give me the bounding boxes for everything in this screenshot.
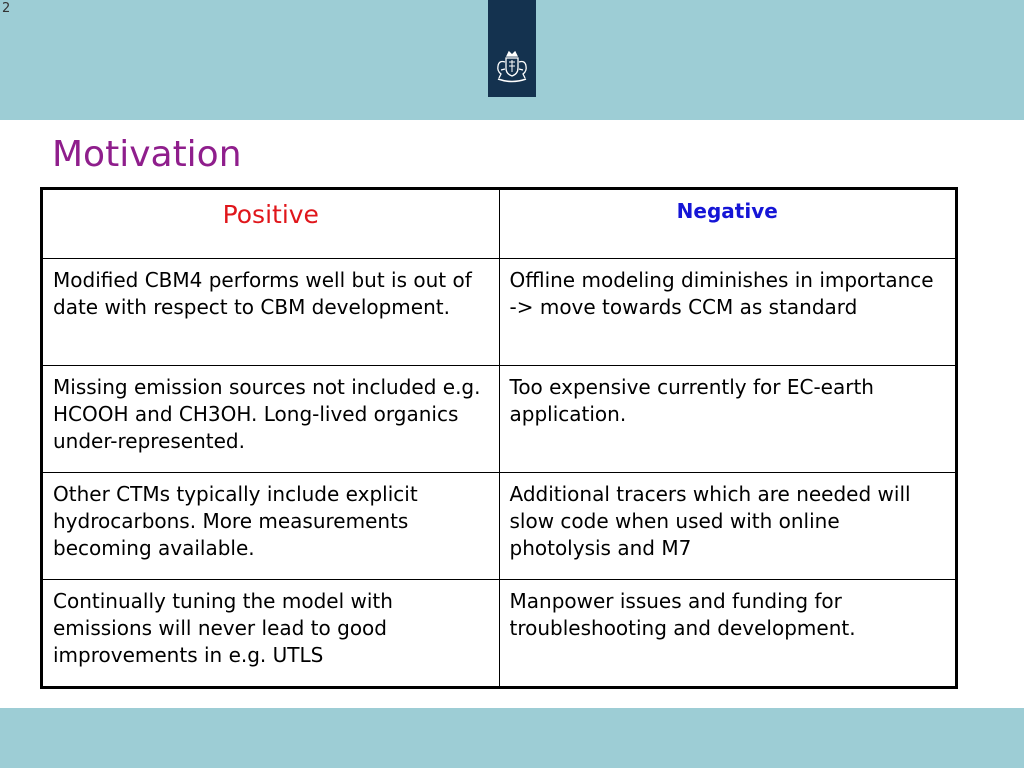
negative-cell: Too expensive currently for EC-earth application.	[499, 366, 957, 473]
header-positive	[42, 189, 500, 259]
table-row	[42, 259, 957, 366]
dutch-government-coat-of-arms-icon	[492, 50, 532, 86]
positive-cell: Missing emission sources not included e.g. HCOOH and CH3OH. Long-lived organics under-represented.	[42, 366, 500, 473]
header-positive-label: Positive	[222, 200, 319, 229]
table-row	[42, 580, 957, 688]
slide-title: Motivation	[52, 134, 242, 175]
positive-cell: Modified CBM4 performs well but is out of date with respect to CBM development.	[42, 259, 500, 366]
negative-cell: Manpower issues and funding for troubleshooting and development.	[499, 580, 957, 688]
footer-band	[0, 708, 1024, 768]
motivation-table	[40, 187, 958, 689]
page-number: 2	[2, 1, 11, 16]
header-negative	[499, 189, 957, 259]
government-logo	[488, 0, 536, 97]
table-row	[42, 473, 957, 580]
header-negative-label: Negative	[676, 199, 778, 223]
negative-cell: Additional tracers which are needed will slow code when used with online photolysis and M7	[499, 473, 957, 580]
table-header-row	[42, 189, 957, 259]
table-row	[42, 366, 957, 473]
negative-cell: Offline modeling diminishes in importance -> move towards CCM as standard	[499, 259, 957, 366]
positive-cell: Other CTMs typically include explicit hydrocarbons. More measurements becoming available.	[42, 473, 500, 580]
positive-cell: Continually tuning the model with emissions will never lead to good improvements in e.g. UTLS	[42, 580, 500, 688]
